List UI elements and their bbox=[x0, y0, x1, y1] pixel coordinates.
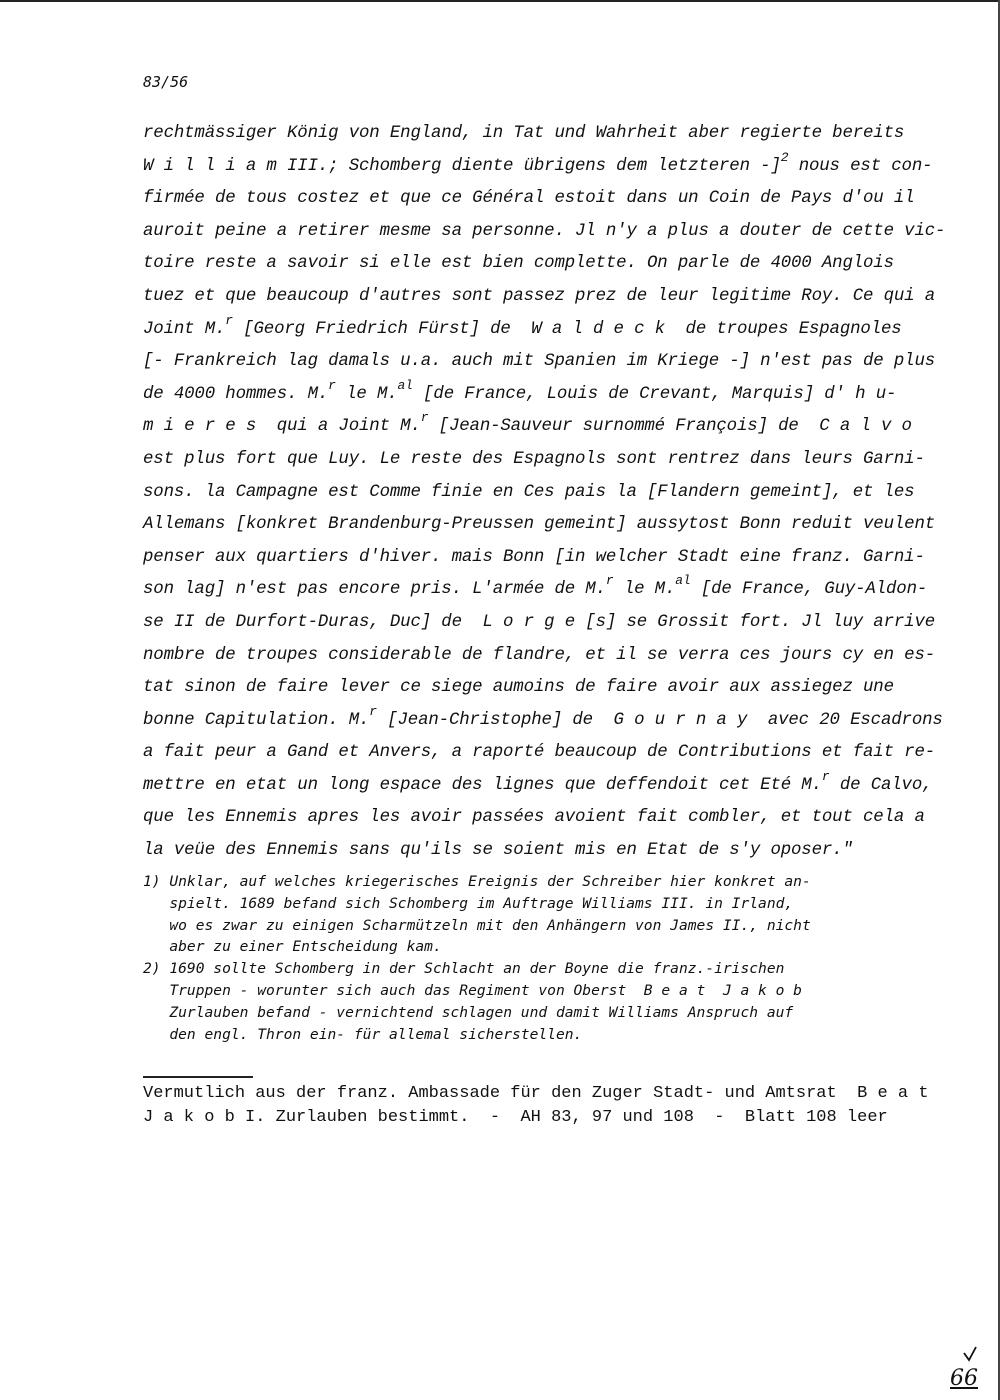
text-run: se II de Durfort-Duras, Duc] de L o r g e [s] se Grossit fort. Jl luy arrive bbox=[143, 612, 936, 632]
text-run: Joint M. bbox=[143, 319, 226, 339]
text-run: tuez et que beaucoup d'autres sont passez prez de leur legitime Roy. Ce qui a bbox=[143, 286, 936, 306]
text-run: de Calvo, bbox=[829, 775, 933, 795]
footnote-line: aber zu einer Entscheidung kam. bbox=[143, 938, 442, 956]
text-run: W i l l i a m III.; Schomberg diente übrigens dem letzteren -] bbox=[143, 156, 781, 176]
text-run: tat sinon de faire lever ce siege aumoins de faire avoir aux assiegez une bbox=[143, 678, 894, 698]
footnote-line: 2) 1690 sollte Schomberg in der Schlacht an der Boyne die franz.-irischen bbox=[143, 960, 785, 978]
main-text-line bbox=[143, 542, 928, 575]
main-text-line bbox=[143, 768, 933, 803]
superscript: al bbox=[397, 377, 413, 393]
source-note-line: J a k o b I. Zurlauben bestimmt. - AH 83, 97 und 108 - Blatt 108 leer bbox=[143, 1108, 888, 1127]
text-run: Allemans [konkret Brandenburg-Preussen gemeint] aussytost Bonn reduit veulent bbox=[143, 515, 936, 535]
text-run: rechtmässiger König von England, in Tat und Wahrheit aber regierte bereits bbox=[143, 124, 905, 143]
main-text-line bbox=[143, 672, 928, 705]
text-run: [de France, Louis de Crevant, Marquis] d' h u- bbox=[412, 384, 897, 404]
text-run: nous est con- bbox=[788, 156, 933, 176]
main-text-line bbox=[143, 379, 928, 412]
superscript: r bbox=[821, 768, 830, 784]
text-run: [Georg Friedrich Fürst] de W a l d e c k de troupes Espagnoles bbox=[232, 319, 902, 339]
source-note-line: Vermutlich aus der franz. Ambassade für den Zuger Stadt- und Amtsrat B e a t bbox=[143, 1084, 929, 1103]
text-run: [- Frankreich lag damals u.a. auch mit Spanien im Kriege -] n'est pas de plus bbox=[143, 352, 936, 372]
text-run: penser aux quartiers d'hiver. mais Bonn [in welcher Stadt eine franz. Garni- bbox=[143, 547, 925, 567]
main-text-line bbox=[143, 281, 936, 314]
text-run: [de France, Guy-Aldon- bbox=[690, 580, 928, 600]
text-run: m i e r e s qui a Joint M. bbox=[143, 417, 421, 437]
main-text-line bbox=[143, 411, 928, 444]
footnote-line: wo es zwar zu einigen Scharmützeln mit den Anhängern von James II., nicht bbox=[143, 916, 811, 934]
superscript: al bbox=[675, 573, 691, 589]
main-text-line bbox=[143, 149, 933, 184]
main-text-line bbox=[143, 346, 936, 379]
page-frame-top bbox=[0, 0, 1000, 2]
folio-number: 66 bbox=[950, 1366, 978, 1391]
text-run: le M. bbox=[613, 580, 676, 600]
text-run: bonne Capitulation. M. bbox=[143, 710, 370, 730]
main-text-line bbox=[143, 574, 928, 607]
main-text-line bbox=[143, 444, 928, 477]
separator-rule bbox=[143, 1076, 253, 1078]
main-text-line bbox=[143, 216, 946, 249]
superscript: r bbox=[605, 573, 614, 589]
main-text-line bbox=[143, 183, 928, 216]
text-run: toire reste a savoir si elle est bien complette. On parle de 4000 Anglois bbox=[143, 254, 894, 274]
superscript: r bbox=[225, 312, 233, 328]
main-text-line bbox=[143, 248, 928, 281]
main-text-line bbox=[143, 314, 928, 347]
source-note-block bbox=[143, 1082, 933, 1130]
superscript: r bbox=[420, 410, 429, 426]
checkmark-icon bbox=[962, 1346, 978, 1362]
text-run: a fait peur a Gand et Anvers, a raporté beaucoup de Contributions et fait re- bbox=[143, 743, 936, 763]
text-run: nombre de troupes considerable de flandre, et il se verra ces jours cy en es- bbox=[143, 645, 936, 665]
text-run: auroit peine a retirer mesme sa personne. Jl n'y a plus a douter de cette vic- bbox=[143, 221, 946, 241]
footnote-line: spielt. 1689 befand sich Schomberg im Auftrage Williams III. in Irland, bbox=[143, 894, 794, 912]
text-run: firmée de tous costez et que ce Général estoit dans un Coin de Pays d'ou il bbox=[143, 189, 915, 209]
text-run: que les Ennemis apres les avoir passées avoient fait combler, et tout cela a bbox=[143, 808, 925, 828]
footnotes-block bbox=[143, 871, 933, 1045]
footnote-line: 1) Unklar, auf welches kriegerisches Ereignis der Schreiber hier konkret an- bbox=[143, 873, 811, 890]
main-text-line bbox=[143, 835, 928, 868]
main-text-line bbox=[143, 703, 943, 738]
main-text-line bbox=[143, 509, 936, 542]
text-run: est plus fort que Luy. Le reste des Espagnols sont rentrez dans leurs Garni- bbox=[143, 449, 925, 469]
text-run: sons. la Campagne est Comme finie en Ces pais la [Flandern gemeint], et les bbox=[143, 482, 915, 502]
text-run: mettre en etat un long espace des lignes que deffendoit cet Eté M. bbox=[143, 775, 822, 795]
text-run: [Jean-Christophe] de G o u r n a y avec 20 Escadrons bbox=[376, 710, 943, 730]
main-text-line bbox=[143, 640, 936, 673]
text-run: [Jean-Sauveur surnommé François] de C a l v o bbox=[428, 417, 912, 437]
page-identifier: 83/56 bbox=[143, 73, 189, 91]
main-text-line bbox=[143, 802, 928, 835]
main-text-line bbox=[143, 118, 928, 151]
text-run: la veüe des Ennemis sans qu'ils se soient mis en Etat de s'y oposer." bbox=[143, 841, 853, 861]
main-text-block bbox=[143, 118, 946, 868]
superscript: 2 bbox=[780, 149, 789, 165]
superscript: r bbox=[328, 377, 336, 393]
main-text-line bbox=[143, 607, 936, 640]
text-run: de 4000 hommes. M. bbox=[143, 384, 329, 404]
main-text-line bbox=[143, 737, 936, 770]
footnote-line: den engl. Thron ein- für allemal sicherstellen. bbox=[143, 1025, 583, 1043]
main-text-line bbox=[143, 477, 928, 510]
text-run: le M. bbox=[335, 384, 398, 404]
footnote-line: Truppen - worunter sich auch das Regiment von Oberst B e a t J a k o b bbox=[143, 981, 802, 999]
footnote-line: Zurlauben befand - vernichtend schlagen und damit Williams Anspruch auf bbox=[143, 1003, 794, 1021]
text-run: son lag] n'est pas encore pris. L'armée de M. bbox=[143, 580, 606, 600]
superscript: r bbox=[369, 703, 377, 719]
